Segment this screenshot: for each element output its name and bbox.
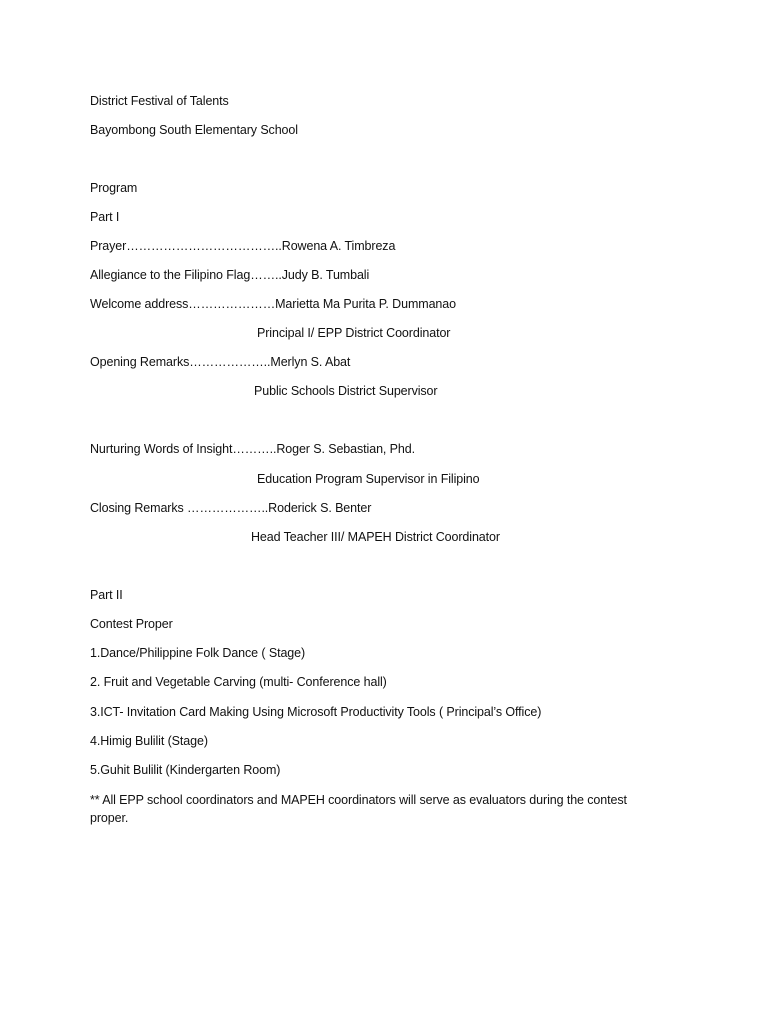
program-heading: Program — [90, 181, 138, 195]
nurturing-words-line: Nurturing Words of Insight………..Roger S. Sebastian, Phd. — [90, 442, 415, 456]
closing-remarks-title: Head Teacher III/ MAPEH District Coordinator — [251, 530, 500, 544]
welcome-address-title: Principal I/ EPP District Coordinator — [257, 326, 451, 340]
part2-label: Part II — [90, 588, 123, 602]
contest-item: 5.Guhit Bulilit (Kindergarten Room) — [90, 763, 281, 777]
event-title: District Festival of Talents — [90, 94, 229, 108]
opening-remarks-line: Opening Remarks………………..Merlyn S. Abat — [90, 355, 351, 369]
evaluators-note: ** All EPP school coordinators and MAPEH coordinators will serve as evaluators during the contest proper. — [90, 793, 627, 825]
school-name: Bayombong South Elementary School — [90, 123, 298, 137]
contest-item: 4.Himig Bulilit (Stage) — [90, 734, 208, 748]
closing-remarks-line: Closing Remarks ………………..Roderick S. Benter — [90, 501, 372, 515]
prayer-line: Prayer………………………………..Rowena A. Timbreza — [90, 239, 396, 253]
welcome-address-line: Welcome address…………………Marietta Ma Purita P. Dummanao — [90, 297, 456, 311]
opening-remarks-title: Public Schools District Supervisor — [254, 384, 438, 398]
contest-proper-heading: Contest Proper — [90, 617, 173, 631]
nurturing-words-title: Education Program Supervisor in Filipino — [257, 472, 480, 486]
part1-label: Part I — [90, 210, 120, 224]
contest-item: 1.Dance/Philippine Folk Dance ( Stage) — [90, 646, 306, 660]
contest-item: 3.ICT- Invitation Card Making Using Microsoft Productivity Tools ( Principal’s Office) — [90, 705, 542, 719]
contest-item: 2. Fruit and Vegetable Carving (multi- Conference hall) — [90, 675, 387, 689]
allegiance-line: Allegiance to the Filipino Flag……..Judy B. Tumbali — [90, 268, 370, 282]
